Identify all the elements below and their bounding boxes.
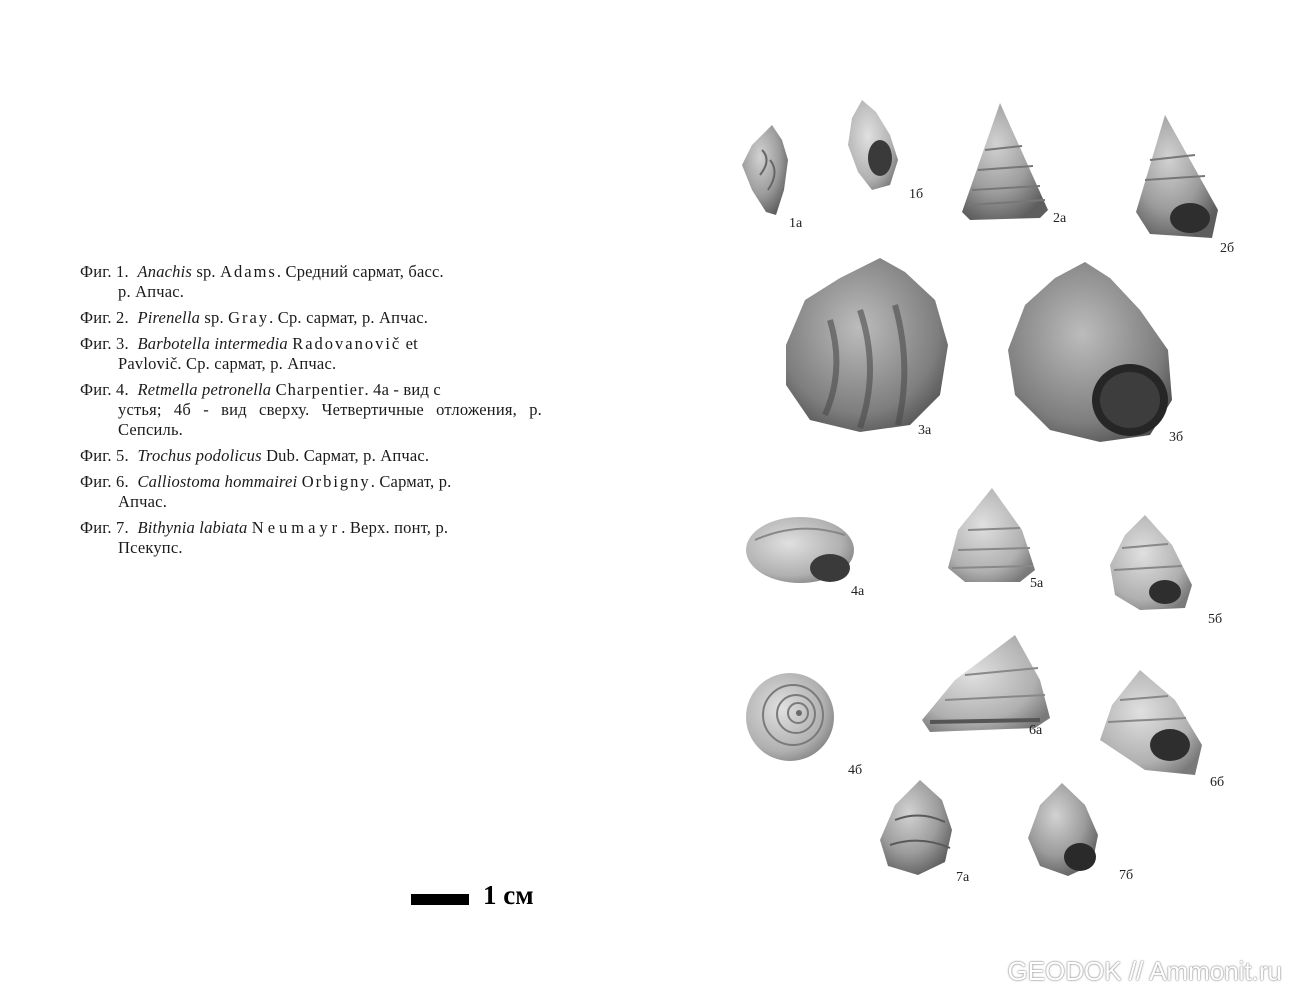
shell-3b bbox=[1008, 262, 1172, 442]
shell-6a bbox=[922, 635, 1050, 732]
figure-label-1b: 1б bbox=[909, 187, 924, 202]
caption-rank: sp. bbox=[196, 262, 216, 281]
figure-label-7a: 7а bbox=[956, 870, 970, 885]
figure-label-5b: 5б bbox=[1208, 612, 1223, 627]
caption-taxon: Anachis bbox=[137, 262, 193, 281]
caption-rank: sp. bbox=[204, 308, 224, 327]
shell-1b bbox=[848, 100, 898, 190]
caption-rest: . Сармат, р. bbox=[370, 472, 452, 491]
figure-label-3a: 3а bbox=[918, 423, 932, 438]
shell-2b bbox=[1136, 115, 1218, 238]
caption-rest: . Верх. понт, р. bbox=[341, 518, 449, 537]
shell-6b bbox=[1100, 670, 1202, 775]
caption-rest: . Средний сармат, басс. bbox=[276, 262, 444, 281]
caption-continuation: устья; 4б - вид сверху. Четвертичные отложения, р. Сепсиль. bbox=[118, 400, 542, 439]
caption-rest: et bbox=[401, 334, 418, 353]
caption-continuation: Pavlovič. Ср. сармат, р. Апчас. bbox=[118, 354, 337, 373]
caption-continuation: Псекупс. bbox=[118, 538, 183, 557]
caption-prefix: Фиг. 7. bbox=[80, 518, 129, 537]
caption-rest: . Ср. сармат, р. Апчас. bbox=[269, 308, 429, 327]
shell-4a bbox=[746, 517, 854, 583]
figure-label-7b: 7б bbox=[1119, 868, 1134, 883]
caption-author: Adams bbox=[220, 262, 277, 281]
caption-prefix: Фиг. 3. bbox=[80, 334, 129, 353]
caption-prefix: Фиг. 6. bbox=[80, 472, 129, 491]
caption-prefix: Фиг. 5. bbox=[80, 446, 129, 465]
shell-3a bbox=[786, 258, 948, 432]
caption-author: Gray bbox=[228, 308, 270, 327]
figure-label-6a: 6а bbox=[1029, 723, 1043, 738]
caption-author: Orbigny bbox=[301, 472, 371, 491]
caption-prefix: Фиг. 1. bbox=[80, 262, 129, 281]
figure-label-2b: 2б bbox=[1220, 241, 1235, 256]
figure-label-1a: 1а bbox=[789, 216, 803, 231]
caption-taxon: Barbotella intermedia bbox=[137, 334, 288, 353]
shell-7b bbox=[1028, 783, 1098, 876]
caption-rest: . Сармат, р. Апчас. bbox=[295, 446, 430, 465]
figure-label-6b: 6б bbox=[1210, 775, 1225, 790]
figure-label-4a: 4а bbox=[851, 584, 865, 599]
caption-taxon: Pirenella bbox=[137, 308, 201, 327]
figure-label-4b: 4б bbox=[848, 763, 863, 778]
caption-author: Dub bbox=[266, 446, 296, 465]
caption-taxon: Calliostoma hommairei bbox=[137, 472, 298, 491]
caption-taxon: Trochus podolicus bbox=[137, 446, 262, 465]
shell-4b bbox=[746, 673, 834, 761]
caption-rest: . 4а - вид с bbox=[364, 380, 441, 399]
figure-label-3b: 3б bbox=[1169, 430, 1184, 445]
shell-2a bbox=[962, 103, 1048, 220]
caption-taxon: Retmella petronella bbox=[137, 380, 272, 399]
watermark: GEODOK // Ammonit.ru bbox=[1007, 956, 1282, 986]
caption-author: Charpentier bbox=[275, 380, 365, 399]
caption-taxon: Bithynia labiata bbox=[137, 518, 248, 537]
shell-5b bbox=[1110, 515, 1192, 610]
shell-1a bbox=[742, 125, 788, 215]
caption-author: Radovanovič bbox=[292, 334, 402, 353]
caption-continuation: р. Апчас. bbox=[118, 282, 185, 301]
shell-7a bbox=[880, 780, 952, 875]
caption-continuation: Апчас. bbox=[118, 492, 168, 511]
shell-5a bbox=[948, 488, 1035, 582]
figure-label-5a: 5а bbox=[1030, 576, 1044, 591]
figure-label-2a: 2а bbox=[1053, 211, 1067, 226]
caption-author: Neumayr bbox=[251, 518, 342, 537]
scale-bar-label: 1 см bbox=[483, 880, 534, 910]
caption-prefix: Фиг. 2. bbox=[80, 308, 129, 327]
caption-prefix: Фиг. 4. bbox=[80, 380, 129, 399]
